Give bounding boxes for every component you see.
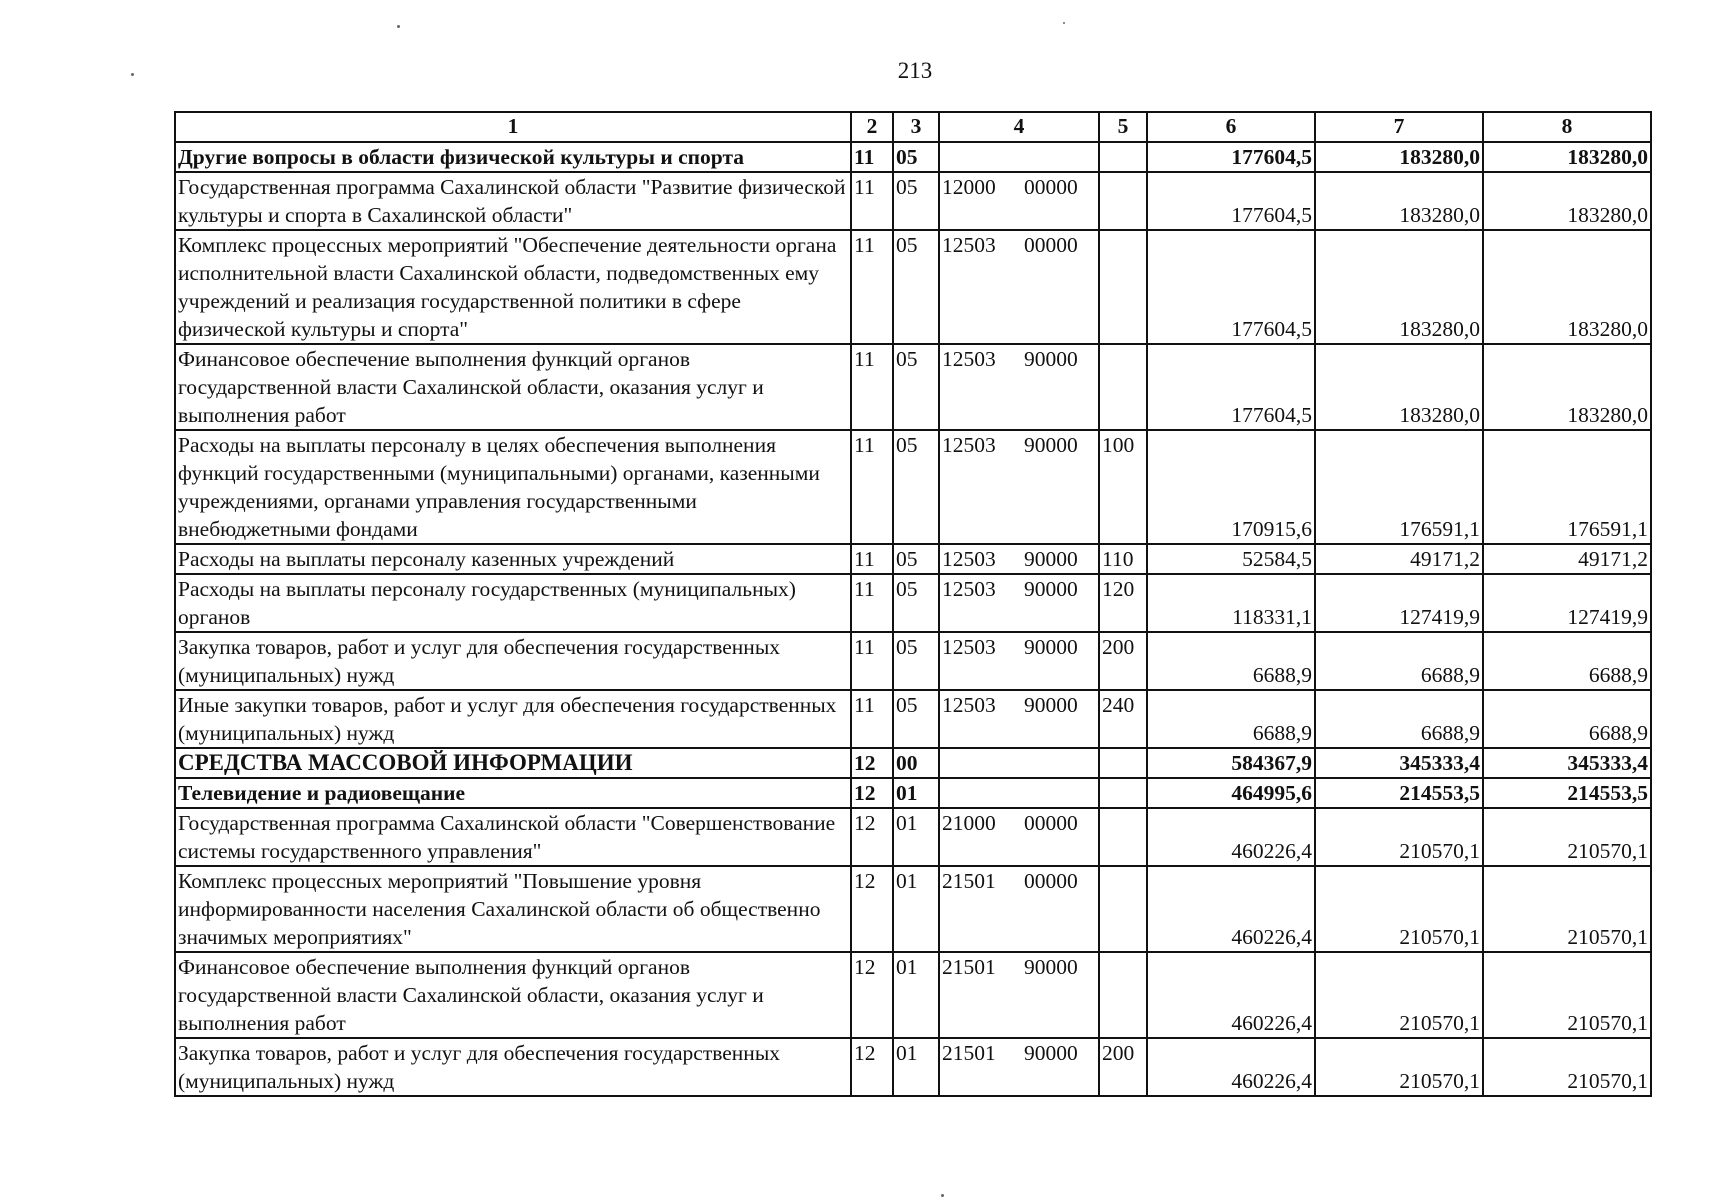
subsection-code: 05 [893, 172, 939, 230]
value-col-6: 460226,4 [1147, 808, 1315, 866]
value-col-7: 183280,0 [1315, 172, 1483, 230]
value-col-7: 214553,5 [1315, 778, 1483, 808]
value-col-7: 183280,0 [1315, 142, 1483, 172]
section-code: 12 [851, 778, 893, 808]
subsection-code: 05 [893, 230, 939, 344]
value-col-7: 210570,1 [1315, 952, 1483, 1038]
table-row [175, 230, 1651, 344]
value-col-6: 177604,5 [1147, 344, 1315, 430]
target-article-code [939, 866, 1099, 952]
table-row [175, 544, 1651, 574]
value-col-6: 52584,5 [1147, 544, 1315, 574]
direction-code: 90000 [1024, 433, 1078, 457]
direction-code: 90000 [1024, 1041, 1078, 1065]
target-article-code [939, 808, 1099, 866]
value-col-8: 210570,1 [1483, 808, 1651, 866]
value-col-8: 183280,0 [1483, 230, 1651, 344]
table-row [175, 430, 1651, 544]
value-col-8: 176591,1 [1483, 430, 1651, 544]
expense-type-code [1099, 142, 1147, 172]
direction-code: 90000 [1024, 347, 1078, 371]
program-code: 21501 [942, 955, 996, 979]
table-row [175, 574, 1651, 632]
page-number: 213 [897, 58, 933, 83]
section-code: 12 [851, 952, 893, 1038]
value-col-6: 118331,1 [1147, 574, 1315, 632]
section-code: 12 [851, 1038, 893, 1096]
value-col-6: 460226,4 [1147, 1038, 1315, 1096]
target-article-code [939, 544, 1099, 574]
scan-speck [397, 25, 400, 28]
target-article-code [939, 344, 1099, 430]
section-code: 12 [851, 748, 893, 778]
row-name: Финансовое обеспечение выполнения функций органов государственной власти Сахалинской области, оказания услуг и выполнения работ [175, 952, 851, 1038]
table-row [175, 778, 1651, 808]
target-article-code [939, 1038, 1099, 1096]
program-code: 21000 [942, 811, 996, 835]
program-code: 12503 [942, 635, 996, 659]
table-row [175, 748, 1651, 778]
value-col-7: 210570,1 [1315, 866, 1483, 952]
table-row [175, 142, 1651, 172]
direction-code: 90000 [1024, 577, 1078, 601]
expense-type-code: 100 [1099, 430, 1147, 544]
section-code: 11 [851, 632, 893, 690]
direction-code: 00000 [1024, 175, 1078, 199]
value-col-6: 584367,9 [1147, 748, 1315, 778]
target-article-code [939, 574, 1099, 632]
row-name: Закупка товаров, работ и услуг для обеспечения государственных (муниципальных) нужд [175, 632, 851, 690]
table-row [175, 172, 1651, 230]
direction-code: 00000 [1024, 233, 1078, 257]
value-col-7: 183280,0 [1315, 344, 1483, 430]
value-col-6: 6688,9 [1147, 632, 1315, 690]
table-row [175, 1038, 1651, 1096]
row-name: Иные закупки товаров, работ и услуг для обеспечения государственных (муниципальных) нужд [175, 690, 851, 748]
direction-code: 90000 [1024, 693, 1078, 717]
row-name: Финансовое обеспечение выполнения функций органов государственной власти Сахалинской области, оказания услуг и выполнения работ [175, 344, 851, 430]
expense-type-code [1099, 952, 1147, 1038]
program-code: 21501 [942, 1041, 996, 1065]
value-col-8: 345333,4 [1483, 748, 1651, 778]
program-code: 12503 [942, 347, 996, 371]
target-article-code [939, 632, 1099, 690]
row-name: Закупка товаров, работ и услуг для обеспечения государственных (муниципальных) нужд [175, 1038, 851, 1096]
header-cell: 3 [893, 112, 939, 142]
expense-type-code: 120 [1099, 574, 1147, 632]
subsection-code: 01 [893, 808, 939, 866]
header-cell: 8 [1483, 112, 1651, 142]
value-col-7: 127419,9 [1315, 574, 1483, 632]
direction-code: 00000 [1024, 869, 1078, 893]
subsection-code: 05 [893, 574, 939, 632]
scan-speck [131, 73, 134, 76]
expense-type-code [1099, 344, 1147, 430]
row-name: Комплекс процессных мероприятий "Обеспечение деятельности органа исполнительной власти Сахалинской области, подведомственных ему учреждений и реализация государственной политики в сфере физической культуры и спорта" [175, 230, 851, 344]
row-name: Комплекс процессных мероприятий "Повышение уровня информированности населения Сахалинской области об общественно значимых мероприятиях" [175, 866, 851, 952]
section-code: 11 [851, 430, 893, 544]
table-row [175, 690, 1651, 748]
value-col-7: 345333,4 [1315, 748, 1483, 778]
row-name: Расходы на выплаты персоналу в целях обеспечения выполнения функций государственными (муниципальными) органами, казенными учреждениями, органами управления государственными внебюджетными фондами [175, 430, 851, 544]
direction-code: 90000 [1024, 955, 1078, 979]
value-col-8: 210570,1 [1483, 952, 1651, 1038]
value-col-7: 210570,1 [1315, 808, 1483, 866]
value-col-8: 210570,1 [1483, 1038, 1651, 1096]
section-code: 11 [851, 230, 893, 344]
subsection-code: 01 [893, 866, 939, 952]
value-col-7: 6688,9 [1315, 690, 1483, 748]
section-code: 11 [851, 574, 893, 632]
value-col-6: 464995,6 [1147, 778, 1315, 808]
subsection-code: 05 [893, 690, 939, 748]
value-col-7: 6688,9 [1315, 632, 1483, 690]
value-col-6: 177604,5 [1147, 230, 1315, 344]
expense-type-code: 110 [1099, 544, 1147, 574]
expense-type-code [1099, 748, 1147, 778]
program-code: 12503 [942, 433, 996, 457]
direction-code: 90000 [1024, 547, 1078, 571]
program-code: 21501 [942, 869, 996, 893]
expense-type-code [1099, 808, 1147, 866]
row-name: Телевидение и радиовещание [175, 778, 851, 808]
subsection-code: 00 [893, 748, 939, 778]
section-code: 11 [851, 344, 893, 430]
value-col-7: 210570,1 [1315, 1038, 1483, 1096]
header-cell: 1 [175, 112, 851, 142]
expense-type-code [1099, 778, 1147, 808]
value-col-7: 183280,0 [1315, 230, 1483, 344]
expense-type-code: 200 [1099, 1038, 1147, 1096]
value-col-6: 177604,5 [1147, 142, 1315, 172]
table-row [175, 808, 1651, 866]
table-row [175, 344, 1651, 430]
subsection-code: 05 [893, 430, 939, 544]
target-article-code [939, 430, 1099, 544]
budget-table [174, 111, 1652, 1097]
header-cell: 7 [1315, 112, 1483, 142]
value-col-6: 177604,5 [1147, 172, 1315, 230]
value-col-8: 210570,1 [1483, 866, 1651, 952]
row-name: СРЕДСТВА МАССОВОЙ ИНФОРМАЦИИ [175, 748, 851, 778]
expense-type-code: 240 [1099, 690, 1147, 748]
header-cell: 6 [1147, 112, 1315, 142]
section-code: 11 [851, 142, 893, 172]
section-code: 12 [851, 808, 893, 866]
expense-type-code: 200 [1099, 632, 1147, 690]
header-row [175, 112, 1651, 142]
header-cell: 4 [939, 112, 1099, 142]
program-code: 12503 [942, 547, 996, 571]
program-code: 12503 [942, 577, 996, 601]
expense-type-code [1099, 866, 1147, 952]
target-article-code [939, 142, 1099, 172]
program-code: 12503 [942, 693, 996, 717]
direction-code: 90000 [1024, 635, 1078, 659]
header-cell: 5 [1099, 112, 1147, 142]
subsection-code: 01 [893, 952, 939, 1038]
target-article-code [939, 690, 1099, 748]
table-body [175, 142, 1651, 1096]
value-col-8: 183280,0 [1483, 172, 1651, 230]
row-name: Расходы на выплаты персоналу казенных учреждений [175, 544, 851, 574]
row-name: Другие вопросы в области физической культуры и спорта [175, 142, 851, 172]
value-col-8: 183280,0 [1483, 344, 1651, 430]
row-name: Государственная программа Сахалинской области "Совершенствование системы государственного управления" [175, 808, 851, 866]
scan-speck [941, 1194, 944, 1197]
value-col-6: 460226,4 [1147, 952, 1315, 1038]
expense-type-code [1099, 172, 1147, 230]
value-col-8: 183280,0 [1483, 142, 1651, 172]
section-code: 11 [851, 172, 893, 230]
target-article-code [939, 778, 1099, 808]
section-code: 11 [851, 690, 893, 748]
value-col-8: 6688,9 [1483, 690, 1651, 748]
target-article-code [939, 172, 1099, 230]
target-article-code [939, 230, 1099, 344]
value-col-7: 49171,2 [1315, 544, 1483, 574]
value-col-7: 176591,1 [1315, 430, 1483, 544]
table-row [175, 952, 1651, 1038]
program-code: 12000 [942, 175, 996, 199]
subsection-code: 05 [893, 142, 939, 172]
target-article-code [939, 952, 1099, 1038]
subsection-code: 01 [893, 1038, 939, 1096]
section-code: 12 [851, 866, 893, 952]
value-col-8: 6688,9 [1483, 632, 1651, 690]
value-col-6: 6688,9 [1147, 690, 1315, 748]
value-col-8: 214553,5 [1483, 778, 1651, 808]
program-code: 12503 [942, 233, 996, 257]
value-col-8: 49171,2 [1483, 544, 1651, 574]
expense-type-code [1099, 230, 1147, 344]
row-name: Государственная программа Сахалинской области "Развитие физической культуры и спорта в Сахалинской области" [175, 172, 851, 230]
subsection-code: 01 [893, 778, 939, 808]
scan-speck [1063, 22, 1065, 24]
header-cell: 2 [851, 112, 893, 142]
value-col-6: 460226,4 [1147, 866, 1315, 952]
subsection-code: 05 [893, 344, 939, 430]
table-row [175, 866, 1651, 952]
value-col-6: 170915,6 [1147, 430, 1315, 544]
direction-code: 00000 [1024, 811, 1078, 835]
subsection-code: 05 [893, 632, 939, 690]
subsection-code: 05 [893, 544, 939, 574]
target-article-code [939, 748, 1099, 778]
row-name: Расходы на выплаты персоналу государственных (муниципальных) органов [175, 574, 851, 632]
section-code: 11 [851, 544, 893, 574]
table-row [175, 632, 1651, 690]
value-col-8: 127419,9 [1483, 574, 1651, 632]
